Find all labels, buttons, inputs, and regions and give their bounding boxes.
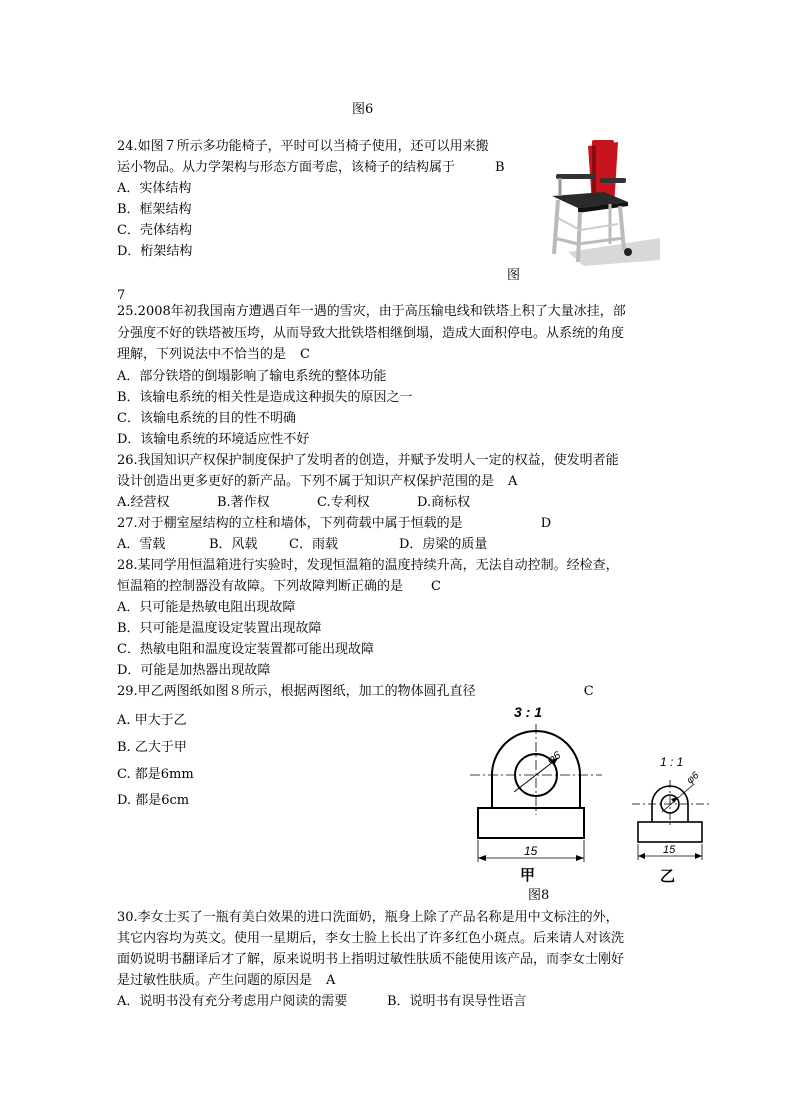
q27-answer: D <box>540 516 552 531</box>
q24-option-a: A．实体结构 <box>117 181 192 196</box>
q30-line4: 是过敏性肤质。产生问题的原因是 A <box>117 973 336 988</box>
q27-options <box>117 536 487 554</box>
q26-line1: 26.我国知识产权保护制度保护了发明者的创造，并赋予发明人一定的权益，使发明者能 <box>117 453 619 468</box>
q28-line1: 28.某同学用恒温箱进行实验时，发现恒温箱的温度持续升高，无法自动控制。经检查， <box>117 558 619 573</box>
q24-option-c: C．壳体结构 <box>117 223 192 238</box>
q26-option-c: C.专利权 <box>317 495 370 510</box>
q27-option-d: D．房梁的质量 <box>399 537 488 552</box>
q24-option-d: D．桁架结构 <box>117 244 193 259</box>
q30-line2: 其它内容均为英文。使用一星期后，李女士脸上长出了许多红色小斑点。后来请人对该洗 <box>117 931 625 946</box>
chair-figure <box>548 134 660 266</box>
q24-line2: 运小物品。从力学架构与形态方面考虑，该椅子的结构属于 B <box>117 160 505 175</box>
q25-option-b: B．该输电系统的相关性是造成这种损失的原因之一 <box>117 390 413 405</box>
name-a-label: 甲 <box>520 866 536 884</box>
q29-line1: 29.甲乙两图纸如图８所示，根据两图纸，加工的物体圆孔直径 C <box>117 684 594 699</box>
q25-option-d: D．该输电系统的环境适应性不好 <box>117 432 310 447</box>
q27-line1: 27.对于棚室屋结构的立柱和墙体，下列荷载中属于恒载的是 D <box>117 516 552 531</box>
q25-line3: 理解，下列说法中不恰当的是 C <box>117 347 310 362</box>
q30-line1: 30.李女士买了一瓶有美白效果的进口洗面奶，瓶身上除了产品名称是用中文标注的外， <box>117 910 619 925</box>
q26-option-b: B.著作权 <box>217 495 270 510</box>
q28-answer: C <box>431 579 441 594</box>
q28-option-b: B．只可能是温度设定装置出现故障 <box>117 621 322 636</box>
scale-a-label: 3 : 1 <box>514 704 543 720</box>
q25-option-a: A．部分铁塔的倒塌影响了输电系统的整体功能 <box>117 369 387 384</box>
q25-answer: C <box>300 347 310 362</box>
q26-line2: 设计创造出更多更好的新产品。下列不属于知识产权保护范围的是 A <box>117 474 518 489</box>
dia-b-label: φ6 <box>684 770 702 787</box>
q30-options <box>117 993 527 1011</box>
q24-answer: B <box>495 160 505 175</box>
q29-option-a: A. 甲大于乙 <box>117 713 187 728</box>
q29-option-c: C. 都是6mm <box>117 767 194 782</box>
q30-answer: A <box>326 973 336 988</box>
q30-line3: 面奶说明书翻译后才了解，原来说明书上指明过敏性肤质不能使用该产品，而李女士刚好 <box>117 952 625 967</box>
part-a-base <box>478 808 584 838</box>
width-b-label: 15 <box>663 844 676 856</box>
q30-option-a: A．说明书没有充分考虑用户阅读的需要 <box>117 994 348 1009</box>
q29-option-d: D. 都是6cm <box>117 793 190 808</box>
width-a-label: 15 <box>524 844 538 858</box>
q25-line2: 分强度不好的铁塔被压垮，从而导致大批铁塔相继倒塌，造成大面积停电。从系统的角度 <box>117 326 625 341</box>
scale-b-label: 1 : 1 <box>660 755 684 769</box>
q27-option-c: C．雨载 <box>289 537 338 552</box>
fig8-caption: 图8 <box>528 888 550 903</box>
q27-option-b: B．风载 <box>209 537 258 552</box>
q28-option-d: D．可能是加热器出现故障 <box>117 663 271 678</box>
q26-answer: A <box>508 474 518 489</box>
q29-option-b: B. 乙大于甲 <box>117 740 187 755</box>
q29-answer: C <box>583 684 594 699</box>
q25-line1: 25.2008年初我国南方遭遇百年一遇的雪灾，由于高压输电线和铁塔上积了大量冰挂，部 <box>117 304 626 319</box>
fig7-label-b: 7 <box>117 288 126 303</box>
q28-line2: 恒温箱的控制器没有故障。下列故障判断正确的是 C <box>117 579 441 594</box>
q30-option-b: B．说明书有误导性语言 <box>387 994 527 1009</box>
q24-option-b: B．框架结构 <box>117 202 192 217</box>
fig8-drawing <box>462 700 722 890</box>
q26-options <box>117 494 470 512</box>
fig6-caption: 图6 <box>352 102 374 117</box>
q26-option-d: D.商标权 <box>417 495 471 510</box>
name-b-label: 乙 <box>660 867 676 885</box>
q25-option-c: C．该输电系统的目的性不明确 <box>117 411 296 426</box>
q27-option-a: A．雪载 <box>117 537 166 552</box>
dia-a-label: φ6 <box>545 749 563 767</box>
q26-option-a: A.经营权 <box>117 495 170 510</box>
fig7-label-a: 图 <box>507 268 521 283</box>
q24-line1: 24.如图７所示多功能椅子，平时可以当椅子使用，还可以用来搬 <box>117 139 489 154</box>
q28-option-c: C．热敏电阻和温度设定装置都可能出现故障 <box>117 642 374 657</box>
q28-option-a: A．只可能是热敏电阻出现故障 <box>117 600 296 615</box>
chair-armrest <box>556 174 596 179</box>
